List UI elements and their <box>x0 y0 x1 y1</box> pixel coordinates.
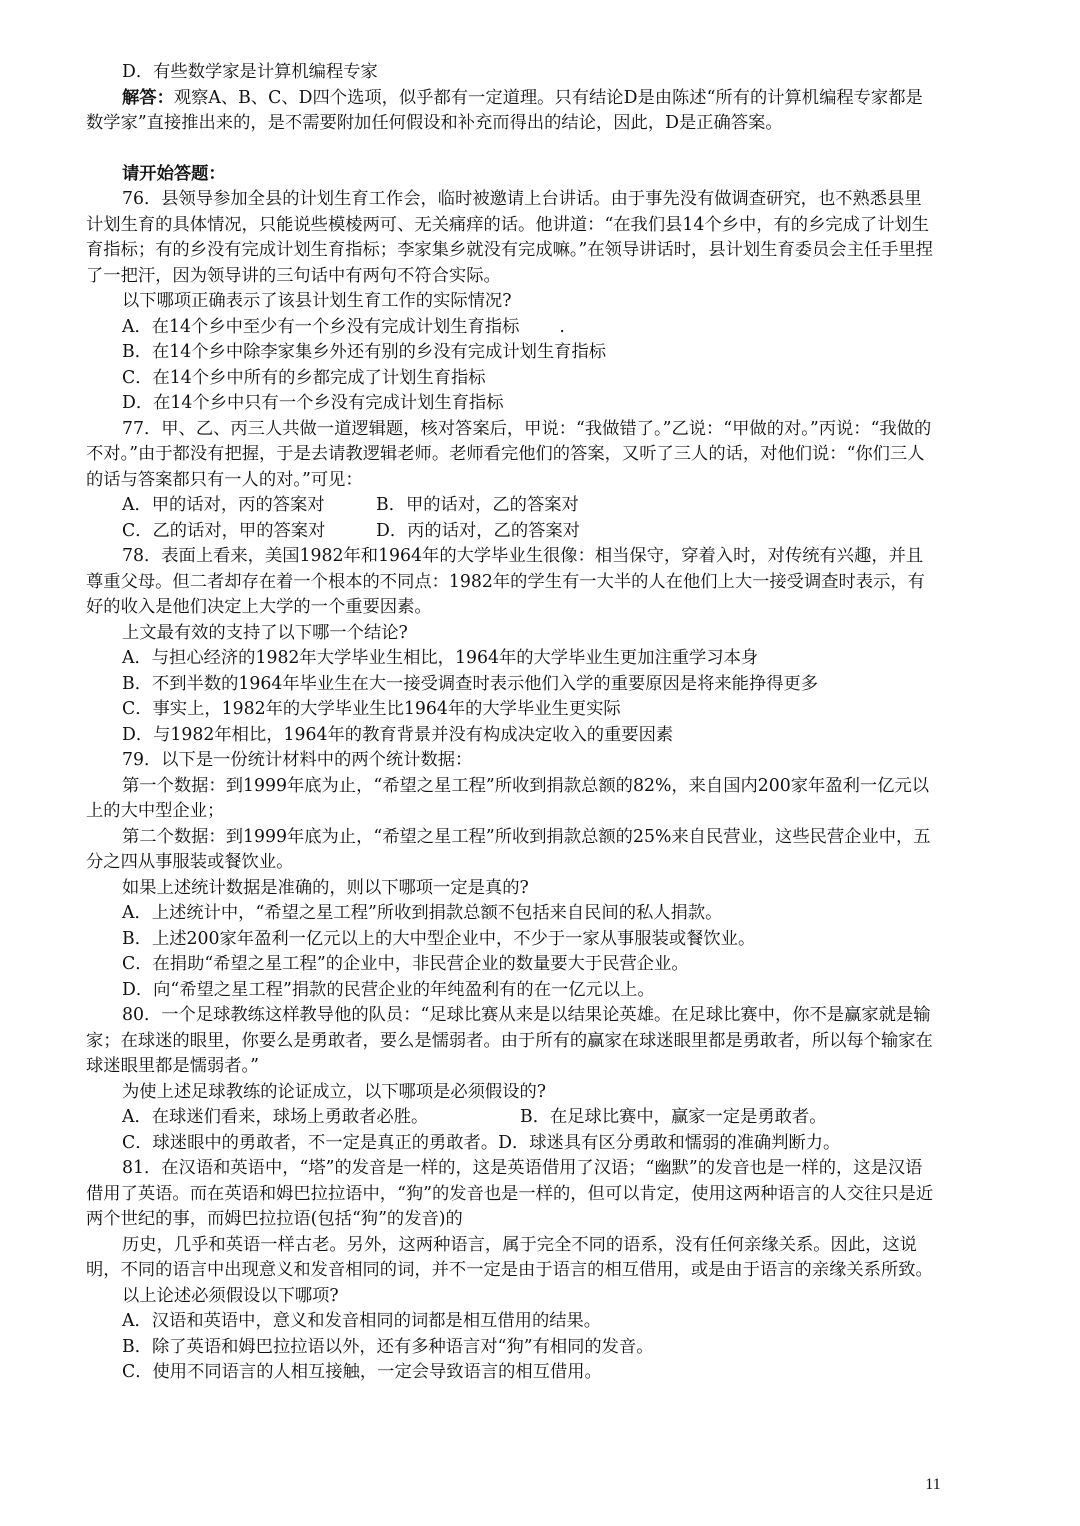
q79-data-1: 第一个数据：到1999年底为止，“希望之星工程”所收到捐款总额的82%，来自国内200家年盈利一亿元以上的大中型企业； <box>86 775 930 821</box>
answer-text: 观察A、B、C、D四个选项，似乎都有一定道理。只有结论D是由陈述“所有的计算机编程专家都是数学家”直接推出来的，是不需要附加任何假设和补充而得出的结论，因此，D是正确答案。 <box>86 87 923 133</box>
q79-option-a: A．上述统计中，“希望之星工程”所收到捐款总额不包括来自民间的私人捐款。 <box>122 903 723 923</box>
q81-option-a: A．汉语和英语中，意义和发音相同的词都是相互借用的结果。 <box>122 1311 602 1331</box>
q78-question: 上文最有效的支持了以下哪一个结论? <box>122 622 408 643</box>
page-number: 11 <box>925 1476 941 1493</box>
q77-stem: 77．甲、乙、丙三人共做一道逻辑题，核对答案后，甲说：“我做错了。”乙说：“甲做的对。”丙说：“我做的不对。”由于都没有把握，于是去请教逻辑老师。老师看完他们的答案，又听了三人的话，对他们说：“你们三人的话与答案都只有一人的对。”可见： <box>86 418 932 490</box>
q79-stem: 79．以下是一份统计材料中的两个统计数据： <box>122 750 473 770</box>
q77-option-c: C．乙的话对，甲的答案对 <box>122 520 326 541</box>
q80-stem: 80．一个足球教练这样教导他的队员：“足球比赛从来是以结果论英雄。在足球比赛中，你不是赢家就是输家；在球迷的眼里，你要么是勇敢者，要么是懦弱者。由于所有的赢家在球迷眼里都是勇敢者，所以每个输家在球迷眼里都是懦弱者。” <box>86 1005 933 1076</box>
q79-option-b: B．上述200家年盈利一亿元以上的大中型企业中，不少于一家从事服装或餐饮业。 <box>122 928 756 949</box>
q80-options-row-1 <box>86 1105 936 1131</box>
q77-option-a: A．甲的话对，丙的答案对 <box>122 495 325 515</box>
q80-option-b: B．在足球比赛中，赢家一定是勇敢者。 <box>520 1107 827 1127</box>
answer-label: 解答： <box>122 87 174 108</box>
q78-option-b: B．不到半数的1964年毕业生在大一接受调查时表示他们入学的重要原因是将来能挣得更多 <box>122 673 819 694</box>
q81-option-b: B．除了英语和姆巴拉拉语以外，还有多种语言对“狗”有相同的发音。 <box>122 1336 654 1357</box>
q76-question: 以下哪项正确表示了该县计划生育工作的实际情况? <box>122 291 512 311</box>
q80-option-d: D．球迷具有区分勇敢和懦弱的准确判断力。 <box>498 1132 841 1153</box>
q77-options-row-1 <box>86 493 936 519</box>
previous-option-d: D．有些数学家是计算机编程专家 <box>122 62 378 82</box>
q80-option-c: C．球迷眼中的勇敢者，不一定是真正的勇敢者。 <box>122 1132 499 1153</box>
q76-option-d: D．在14个乡中只有一个乡没有完成计划生育指标 <box>122 393 504 413</box>
answer-paragraph <box>86 86 936 137</box>
q78-option-c: C．事实上，1982年的大学毕业生比1964年的大学毕业生更实际 <box>122 699 621 719</box>
section-title: 请开始答题： <box>122 163 226 184</box>
q76-option-b: B．在14个乡中除李家集乡外还有别的乡没有完成计划生育指标 <box>122 342 607 362</box>
q79-question: 如果上述统计数据是准确的，则以下哪项一定是真的? <box>122 877 529 898</box>
q78-stem: 78．表面上看来，美国1982年和1964年的大学毕业生很像：相当保守，穿着入时，对传统有兴趣，并且尊重父母。但二者却存在着一个根本的不同点：1982年的学生有一大半的人在他们上大一接受调查时表示，有好的收入是他们决定上大学的一个重要因素。 <box>86 546 925 617</box>
q76-option-c: C．在14个乡中所有的乡都完成了计划生育指标 <box>122 367 486 388</box>
q80-option-a: A．在球迷们看来，球场上勇敢者必胜。 <box>122 1107 429 1127</box>
page-content <box>86 60 936 1386</box>
q80-question: 为使上述足球教练的论证成立，以下哪项是必须假设的? <box>122 1081 547 1102</box>
q79-option-d: D．向“希望之星工程”捐款的民营企业的年纯盈利有的在一亿元以上。 <box>122 979 655 1000</box>
q81-question: 以上论述必须假设以下哪项? <box>122 1285 339 1306</box>
q77-option-d: D．丙的话对，乙的答案对 <box>376 520 580 541</box>
q78-option-d: D．与1982年相比，1964年的教育背景并没有构成决定收入的重要因素 <box>122 724 674 745</box>
q77-options-row-2 <box>86 519 936 545</box>
q76-stem: 76．县领导参加全县的计划生育工作会，临时被邀请上台讲话。由于事先没有做调查研究，也不熟悉县里计划生育的具体情况，只能说些模棱两可、无关痛痒的话。他讲道：“在我们县14个乡中，有的乡完成了计划生育指标；有的乡没有完成计划生育指标；李家集乡就没有完成嘛。”在领导讲话时，县计划生育委员会主任手里捏了一把汗，因为领导讲的三句话中有两句不符合实际。 <box>86 189 933 286</box>
q77-option-b: B．甲的话对，乙的答案对 <box>376 495 579 515</box>
q80-options-row-2 <box>86 1131 936 1157</box>
q81-stem-continued: 历史，几乎和英语一样古老。另外，这两种语言，属于完全不同的语系，没有任何亲缘关系。因此，这说明，不同的语言中出现意义和发音相同的词，并不一定是由于语言的相互借用，或是由于语言的亲缘关系所致。 <box>86 1234 933 1280</box>
q81-stem: 81．在汉语和英语中，“塔”的发音是一样的，这是英语借用了汉语；“幽默”的发音也是一样的，这是汉语借用了英语。而在英语和姆巴拉拉语中，“狗”的发音也是一样的，但可以肯定，使用这两种语言的人交往只是近两个世纪的事，而姆巴拉拉语(包括“狗”的发音)的 <box>86 1158 934 1229</box>
q81-option-c: C．使用不同语言的人相互接触，一定会导致语言的相互借用。 <box>122 1362 602 1382</box>
q76-option-a: A．在14个乡中至少有一个乡没有完成计划生育指标 . <box>122 316 565 337</box>
q79-data-2: 第二个数据：到1999年底为止，“希望之星工程”所收到捐款总额的25%来自民营业，这些民营企业中，五分之四从事服装或餐饮业。 <box>86 826 931 872</box>
q79-option-c: C．在捐助“希望之星工程”的企业中，非民营企业的数量要大于民营企业。 <box>122 954 689 974</box>
q78-option-a: A．与担心经济的1982年大学毕业生相比，1964年的大学毕业生更加注重学习本身 <box>122 648 759 668</box>
